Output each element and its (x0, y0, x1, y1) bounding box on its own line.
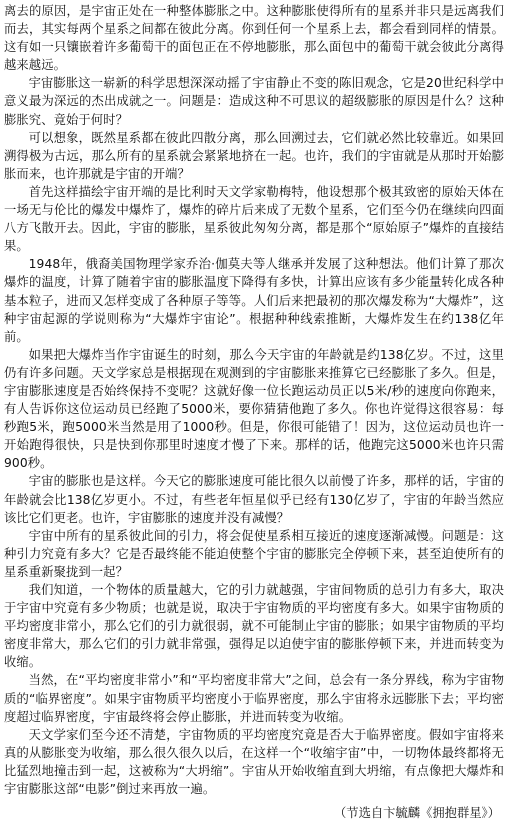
paragraph-8: 宇宙中所有的星系彼此间的引力，将会促使星系相互接近的速度逐渐减慢。问题是：这种引力究竟有多大？它是否最终能不能迫使整个宇宙的膨胀完全停顿下来，甚至迫使所有的星系重新聚拢到一起？ (4, 528, 504, 579)
paragraph-2: 宇宙膨胀这一崭新的科学思想深深动摇了宇宙静止不变的陈旧观念，它是20世纪科学中意义最为深远的杰出成就之一。问题是：造成这种不可思议的超级膨胀的原因是什么？这种膨胀究、竟始于何时？ (4, 76, 504, 127)
paragraph-10: 当然，在“平均密度非常小”和“平均密度非常大”之间，总会有一条分界线，称为宇宙物质的“临界密度”。如果宇宙物质平均密度小于临界密度，那么宇宙将永远膨胀下去；平均密度超过临界密度，宇宙最终将会停止膨胀，并进而转变为收缩。 (4, 673, 504, 724)
paragraph-9: 我们知道，一个物体的质量越大，它的引力就越强，宇宙间物质的总引力有多大，取决于宇宙中究竟有多少物质；也就是说，取决于宇宙物质的平均密度有多大。如果宇宙物质的平均密度非常小，那么它们的引力就很弱，就不可能制止宇宙的膨胀；如果宇宙物质的平均密度非常大，那么它们的引力就非常强，强得足以迫使宇宙的膨胀停顿下来，并进而转变为收缩。 (4, 583, 504, 670)
paragraph-6: 如果把大爆炸当作宇宙诞生的时刻，那么今天宇宙的年龄就是约138亿岁。不过，这里仍有许多问题。天文学家总是根据现在观测到的宇宙膨胀来推算它已经膨胀了多久。但是，宇宙膨胀速度是否始终保持不变呢？这就好像一位长跑运动员正以5米/秒的速度向你跑来，有人告诉你这位运动员已经跑了5000米，要你猜猜他跑了多久。你也许觉得这很容易：每秒跑5米，跑5000米当然是用了1000秒。但是，你很可能错了！因为，这位运动员也许一开始跑得很快，只是快到你那里时速度才慢了下来。那样的话，他跑完这5000米也许只需900秒。 (4, 347, 504, 471)
paragraph-3: 可以想象，既然星系都在彼此四散分离，那么回溯过去，它们就必然比较靠近。如果回溯得极为古远，那么所有的星系就会紧紧地挤在一起。也许，我们的宇宙就是从那时开始膨胀而来，也许那就是宇宙的开端？ (4, 130, 504, 181)
source-citation: （节选自卞毓麟《拥抱群星》） (333, 806, 500, 821)
paragraph-1: 离去的原因，是宇宙正处在一种整体膨胀之中。这种膨胀使得所有的星系并非只是远离我们而去，其实每两个星系之间都在彼此分离。你到任何一个星系上去，都会看到同样的情景。这有如一只镶嵌着许多葡萄干的面包正在不停地膨胀，那么面包中的葡萄干就会彼此分离得越来越远。 (4, 4, 504, 73)
paragraph-7: 宇宙的膨胀也是这样。今天它的膨胀速度可能比很久以前慢了许多，那样的话，宇宙的年龄就会比138亿岁更小。不过，有些老年恒星似乎已经有130亿岁了，宇宙的年龄当然应该比它们更老。也许，宇宙膨胀的速度并没有减慢？ (4, 474, 504, 525)
article-body (4, 2, 504, 822)
paragraph-5: 1948年，俄裔美国物理学家乔治·伽莫夫等人继承并发展了这种想法。他们计算了那次爆炸的温度，计算了随着宇宙的膨胀温度下降得有多快，计算出应该有多少能量转化成各种基本粒子，进而又怎样变成了各种原子等等。人们后来把最初的那次爆发称为“大爆炸”，这种宇宙起源的学说则称为“大爆炸宇宙论”。根据种种线索推断，大爆炸发生在约138亿年前。 (4, 257, 504, 344)
paragraph-11: 天文学家们至今还不清楚，宇宙物质的平均密度究竟是否大于临界密度。假如宇宙将来真的从膨胀变为收缩，那么很久很久以后，在这样一个“收缩宇宙”中，一切物体最终都将无比猛烈地撞击到一起，这被称为“大坍缩”。宇宙从开始收缩直到大坍缩，有点像把大爆炸和宇宙膨胀这部“电影”倒过来再放一遍。 (4, 727, 504, 797)
paragraph-4: 首先这样描绘宇宙开端的是比利时天文学家勒梅特，他设想那个极其致密的原始天体在一场无与伦比的爆发中爆炸了，爆炸的碎片后来成了无数个星系，它们至今仍在继续向四面八方飞散开去。因此，宇宙的膨胀，星系彼此匆匆分离，都是那个“原始原子”爆炸的直接结果。 (4, 184, 504, 254)
